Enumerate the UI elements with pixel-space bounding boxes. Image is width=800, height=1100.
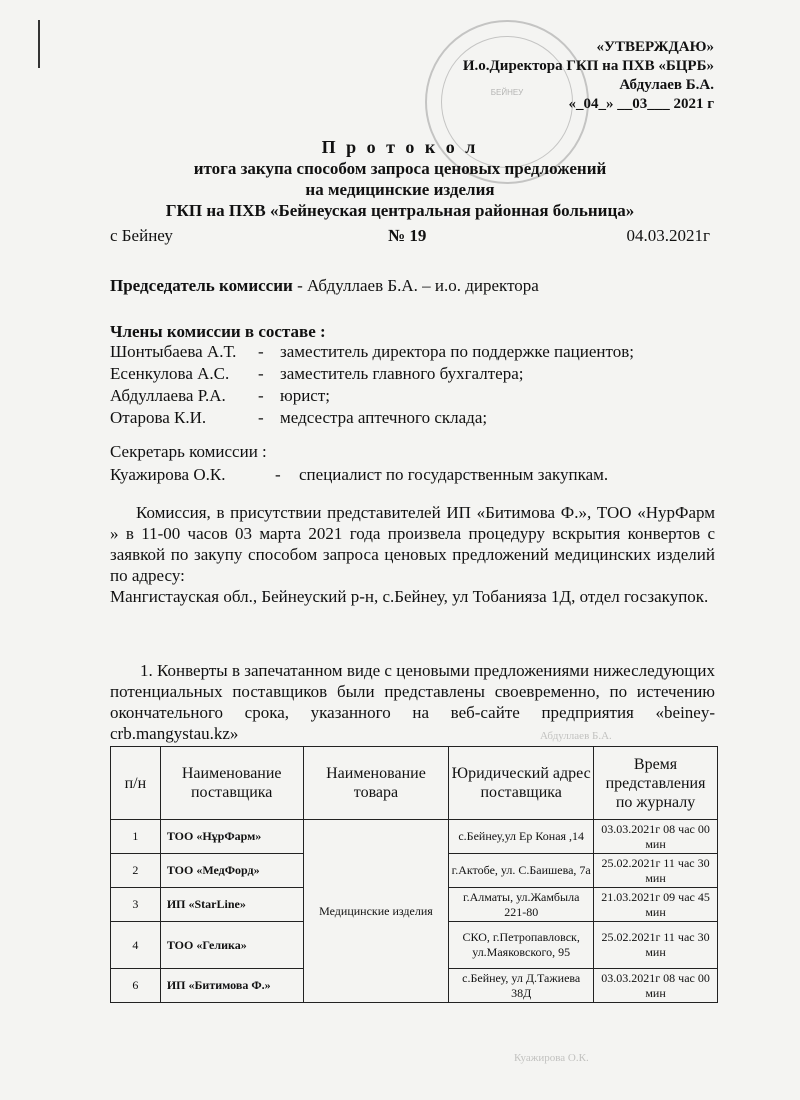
secretary-name: Куажирова О.К.	[110, 465, 226, 484]
address-paragraph: Мангистауская обл., Бейнеуский р-н, с.Бейнеу, ул Тобанияза 1Д, отдел госзакупок.	[110, 587, 709, 606]
supplier-name: ТОО «НұрФарм»	[160, 820, 303, 854]
title-line-1: П р о т о к о л	[321, 137, 479, 157]
row-number: 3	[111, 888, 161, 922]
supplier-address: СКО, г.Петропавловск, ул.Маяковского, 95	[449, 922, 594, 969]
member-name: Отарова К.И.	[110, 408, 207, 427]
document-title	[100, 137, 700, 221]
member-role: медсестра аптечного склада;	[280, 408, 488, 427]
row-number: 6	[111, 969, 161, 1003]
row-number: 4	[111, 922, 161, 969]
chairman-label: Председатель комиссии	[110, 276, 293, 295]
submission-time: 25.02.2021г 11 час 30 мин	[594, 922, 718, 969]
supplier-address: г.Актобе, ул. С.Баишева, 7а	[449, 854, 594, 888]
approval-date: «_04_» __03___ 2021 г	[568, 96, 714, 112]
header-cell: Юридический адрес поставщика	[449, 747, 594, 820]
supplier-address: с.Бейнеу,ул Ер Коная ,14	[449, 820, 594, 854]
member-role: заместитель директора по поддержке пациентов;	[280, 342, 634, 361]
title-line-4: ГКП на ПХВ «Бейнеуская центральная районная больница»	[165, 201, 635, 220]
submission-time: 21.03.2021г 09 час 45 мин	[594, 888, 718, 922]
members-list	[110, 342, 715, 430]
title-line-2: итога закупа способом запроса ценовых предложений	[193, 159, 607, 178]
member-name: Есенкулова А.С.	[110, 364, 230, 383]
member-row	[110, 364, 715, 386]
members-heading: Члены комиссии в составе :	[110, 322, 326, 341]
member-dash: -	[258, 408, 264, 427]
approval-position: И.о.Директора ГКП на ПХВ «БЦРБ»	[462, 58, 714, 74]
secretary-heading: Секретарь комиссии :	[110, 442, 267, 461]
table-header-row	[111, 747, 718, 820]
member-dash: -	[258, 364, 264, 383]
protocol-date: 04.03.2021г	[626, 226, 710, 245]
table-row	[111, 820, 718, 854]
protocol-number: № 19	[388, 226, 427, 245]
goods-name: Медицинские изделия	[303, 820, 449, 1003]
member-name: Шонтыбаева А.Т.	[110, 342, 237, 361]
opening-paragraph	[110, 502, 715, 586]
member-role: заместитель главного бухгалтера;	[280, 364, 524, 383]
bleed-through-name: Куажирова О.К.	[514, 1052, 589, 1064]
member-dash: -	[258, 342, 264, 361]
protocol-meta	[110, 226, 710, 250]
submission-time: 03.03.2021г 08 час 00 мин	[594, 969, 718, 1003]
supplier-name: ТОО «МедФорд»	[160, 854, 303, 888]
secretary-role: специалист по государственным закупкам.	[299, 465, 609, 484]
supplier-address: г.Алматы, ул.Жамбыла 221-80	[449, 888, 594, 922]
supplier-name: ТОО «Гелика»	[160, 922, 303, 969]
secretary-dash: -	[275, 465, 281, 484]
margin-mark	[38, 20, 40, 68]
chairman-line	[110, 276, 715, 296]
member-row	[110, 342, 715, 364]
header-cell: Наименование поставщика	[160, 747, 303, 820]
member-row	[110, 408, 715, 430]
row-number: 1	[111, 820, 161, 854]
item-1	[110, 660, 715, 744]
member-role: юрист;	[280, 386, 330, 405]
approval-title: «УТВЕРЖДАЮ»	[596, 39, 714, 55]
row-number: 2	[111, 854, 161, 888]
opening-paragraph-text: Комиссия, в присутствии представителей ИП «Битимова Ф.», ТОО «НурФарм » в 11-00 часов 03 марта 2021 года произвела процедуру вскрытия конвертов с заявкой по закупу способом запроса ценовых предложений медицинских изделий по адресу:	[110, 503, 715, 585]
approval-signature-name: Абдулаев Б.А.	[619, 77, 714, 93]
supplier-name: ИП «StarLine»	[160, 888, 303, 922]
bleed-through-name: Абдуллаев Б.А.	[540, 730, 612, 742]
supplier-name: ИП «Битимова Ф.»	[160, 969, 303, 1003]
protocol-city: с Бейнеу	[110, 226, 173, 245]
item-1-text: Конверты в запечатанном виде с ценовыми предложениями нижеследующих потенциальных поставщиков были представлены своевременно, по истечению окончательного срока, указанного на веб-сайте предприятия «beiney-crb.mangystau.kz»	[110, 661, 715, 743]
supplier-address: с.Бейнеу, ул Д.Тажиева 38Д	[449, 969, 594, 1003]
header-cell: Наименование товара	[303, 747, 449, 820]
member-name: Абдуллаева Р.А.	[110, 386, 226, 405]
title-line-3: на медицинские изделия	[305, 180, 495, 199]
member-row	[110, 386, 715, 408]
submission-time: 03.03.2021г 08 час 00 мин	[594, 820, 718, 854]
approval-block	[463, 38, 714, 114]
header-cell: п/н	[111, 747, 161, 820]
member-dash: -	[258, 386, 264, 405]
submission-time: 25.02.2021г 11 час 30 мин	[594, 854, 718, 888]
header-cell: Время представления по журналу	[594, 747, 718, 820]
suppliers-table	[110, 746, 718, 1003]
item-1-number: 1.	[140, 661, 153, 680]
stamp-text: БЕЙНЕУ	[490, 88, 524, 97]
secretary-line	[110, 465, 715, 485]
chairman-text: - Абдуллаев Б.А. – и.о. директора	[292, 276, 539, 295]
